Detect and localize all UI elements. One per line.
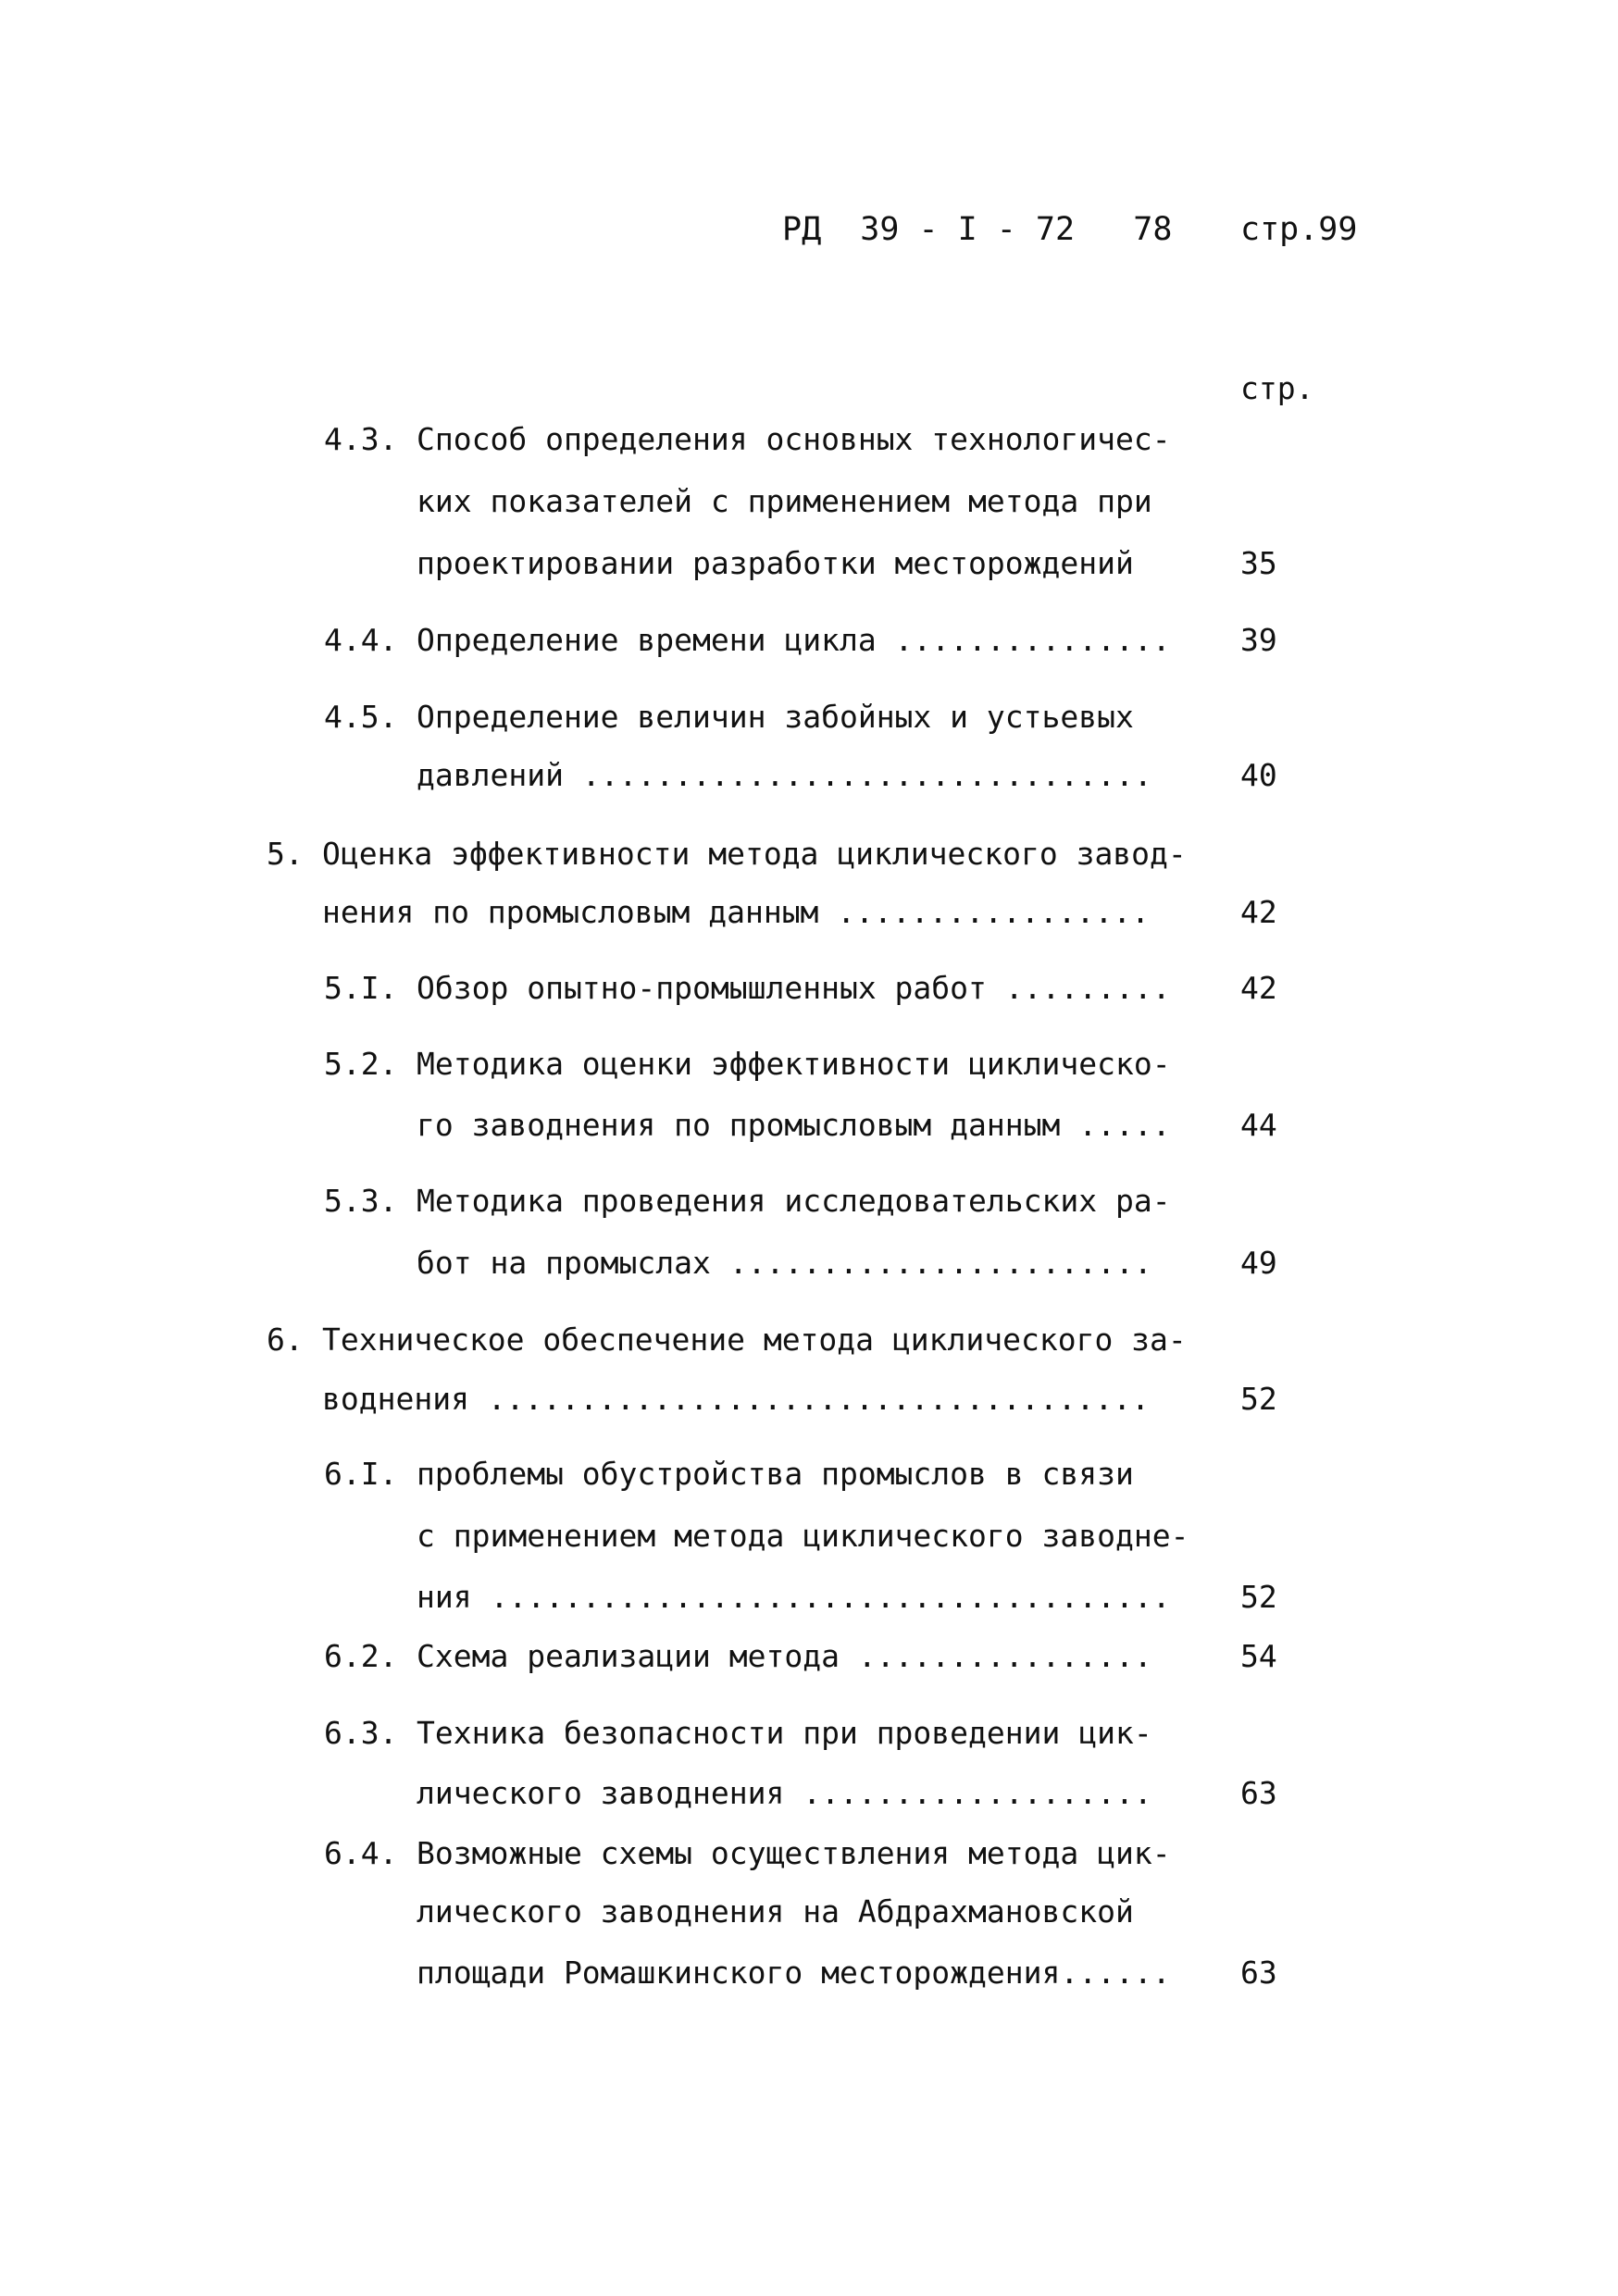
entry-number: 4.3. — [324, 421, 398, 457]
entry-page: 63 — [1240, 1955, 1277, 1991]
entry-text-line: нения по промысловым данным ................. — [322, 894, 1151, 930]
entry-text-line: ния ..................................... — [417, 1579, 1171, 1615]
entry-number: 6.2. — [324, 1638, 398, 1674]
entry-text-line: бот на промыслах ....................... — [417, 1245, 1152, 1281]
entry-text-line: Методика проведения исследовательских ра- — [417, 1183, 1171, 1219]
entry-number: 4.5. — [324, 699, 398, 735]
entry-text-line: проектировании разработки месторождений — [417, 545, 1134, 581]
entry-page: 52 — [1240, 1579, 1277, 1615]
page-number: стр.99 — [1240, 211, 1358, 248]
entry-page: 42 — [1240, 894, 1277, 930]
document-code: РД 39 - I - 72 78 — [782, 211, 1173, 248]
entry-text-line: ких показателей с применением метода при — [417, 483, 1152, 519]
entry-text-line: проблемы обустройства промыслов в связи — [417, 1456, 1134, 1492]
entry-text-line: воднения .................................... — [322, 1381, 1151, 1417]
entry-number: 5.3. — [324, 1183, 398, 1219]
entry-number: 6.I. — [324, 1456, 398, 1492]
entry-text-line: с применением метода циклического заводне- — [417, 1518, 1189, 1554]
entry-number: 4.4. — [324, 622, 398, 658]
entry-number: 6. — [267, 1322, 304, 1358]
entry-text-line: Методика оценки эффективности циклическо- — [417, 1046, 1171, 1082]
entry-text-line: Техническое обеспечение метода циклического за- — [322, 1322, 1187, 1358]
entry-page: 63 — [1240, 1775, 1277, 1811]
entry-text-line: лического заводнения ................... — [417, 1775, 1152, 1811]
entry-text-line: давлений ............................... — [417, 757, 1152, 793]
entry-number: 6.4. — [324, 1835, 398, 1871]
entry-text-line: го заводнения по промысловым данным ..... — [417, 1107, 1171, 1143]
entry-text-line: Оценка эффективности метода циклического завод- — [322, 836, 1187, 872]
entry-text-line: лического заводнения на Абдрахмановской — [417, 1893, 1134, 1930]
entry-page: 39 — [1240, 622, 1277, 658]
entry-page: 40 — [1240, 757, 1277, 793]
entry-page: 54 — [1240, 1638, 1277, 1674]
entry-text-line: площади Ромашкинского месторождения...... — [417, 1955, 1171, 1991]
entry-text-line: Определение времени цикла ............... — [417, 622, 1171, 658]
entry-page: 49 — [1240, 1245, 1277, 1281]
entry-text-line: Определение величин забойных и устьевых — [417, 699, 1134, 735]
entry-number: 5.I. — [324, 970, 398, 1006]
entry-number: 5.2. — [324, 1046, 398, 1082]
entry-page: 52 — [1240, 1381, 1277, 1417]
entry-number: 6.3. — [324, 1715, 398, 1751]
entry-text-line: Техника безопасности при проведении цик- — [417, 1715, 1152, 1751]
entry-text-line: Обзор опытно-промышленных работ ......... — [417, 970, 1171, 1006]
page-column-label: стр. — [1240, 370, 1314, 406]
entry-page: 35 — [1240, 545, 1277, 581]
entry-page: 42 — [1240, 970, 1277, 1006]
entry-page: 44 — [1240, 1107, 1277, 1143]
entry-text-line: Возможные схемы осуществления метода цик- — [417, 1835, 1171, 1871]
entry-text-line: Схема реализации метода ................ — [417, 1638, 1152, 1674]
page-header — [782, 211, 1358, 359]
entry-text-line: Способ определения основных технологичес- — [417, 421, 1171, 457]
entry-number: 5. — [267, 836, 304, 872]
